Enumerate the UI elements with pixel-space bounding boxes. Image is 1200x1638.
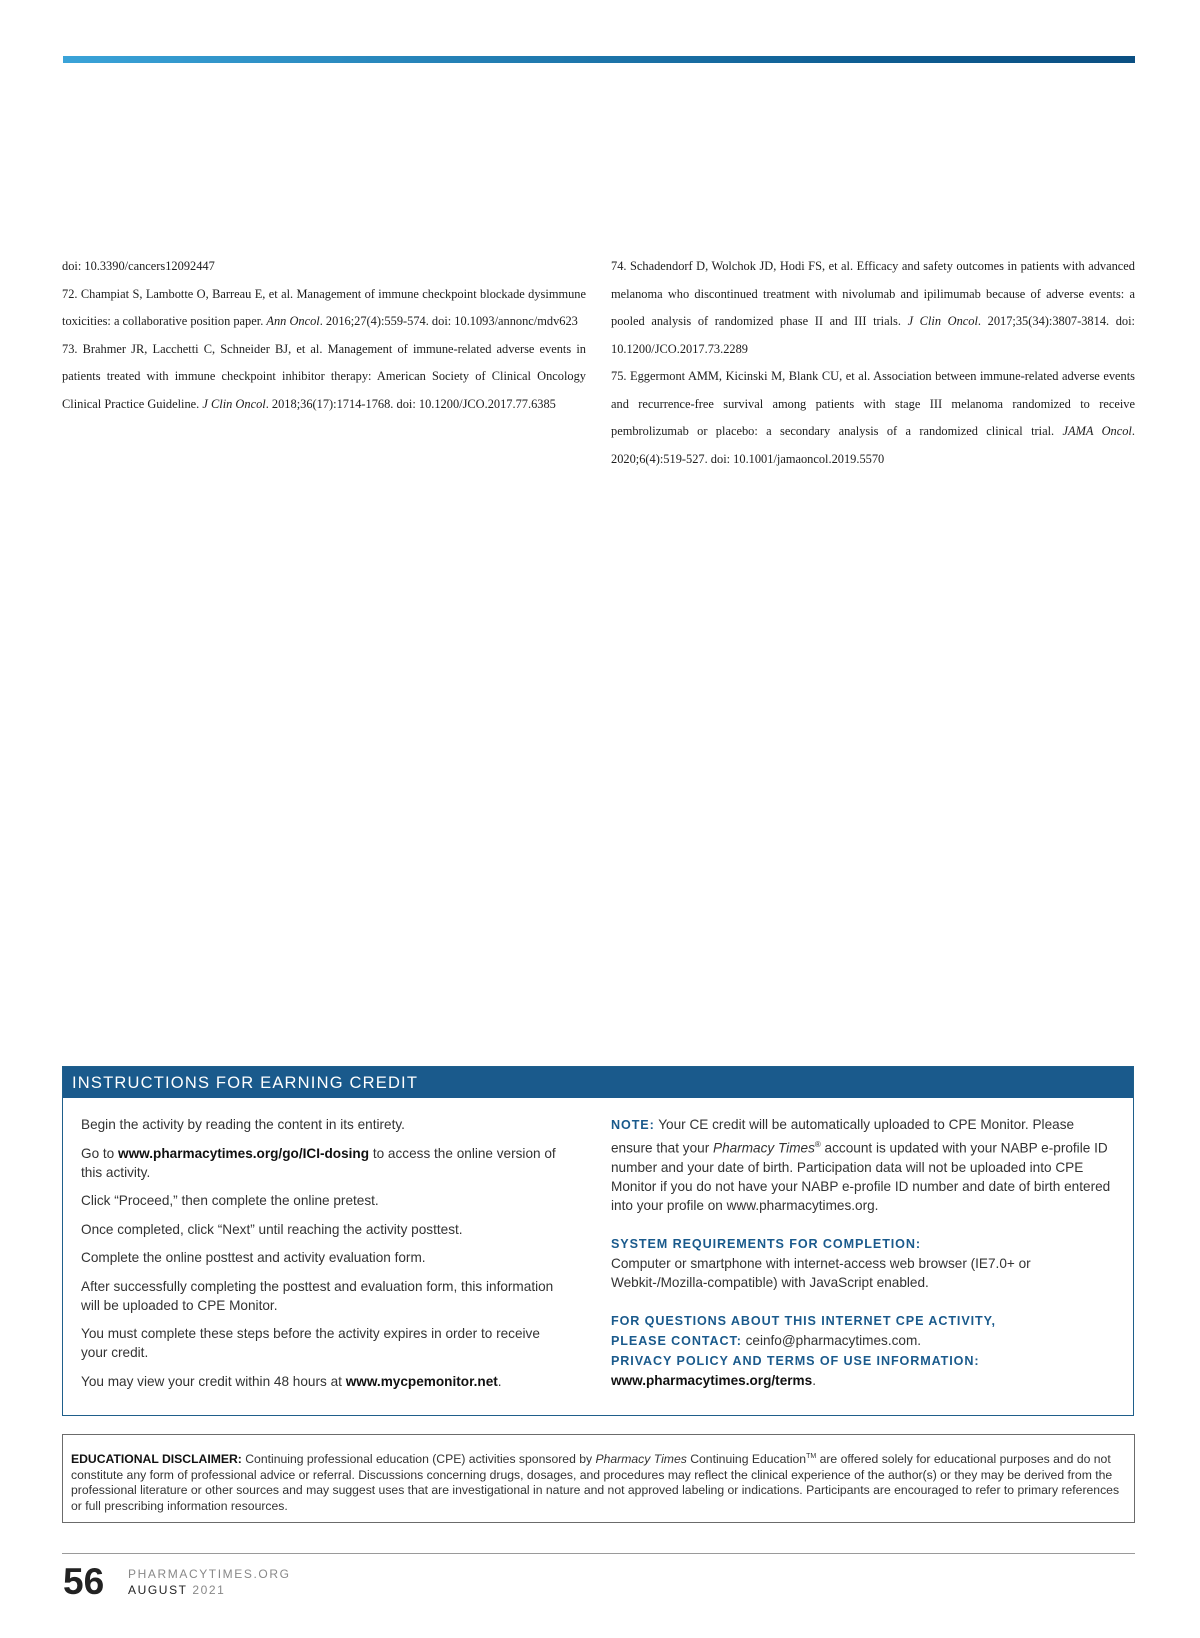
step-8-pre: You may view your credit within 48 hours at bbox=[81, 1373, 346, 1389]
disclaimer-label: EDUCATIONAL DISCLAIMER: bbox=[71, 1452, 242, 1467]
instructions-notes bbox=[611, 1115, 1111, 1390]
reference-74 bbox=[611, 253, 1135, 363]
reference-journal: J Clin Oncol bbox=[907, 314, 978, 328]
activity-link[interactable]: www.pharmacytimes.org/go/ICI-dosing bbox=[118, 1145, 370, 1161]
disclaimer-mid: Continuing Education bbox=[686, 1452, 807, 1467]
reference-72 bbox=[62, 281, 586, 336]
footer-year: 2021 bbox=[192, 1583, 226, 1597]
reference-citation: . 2020;6(4):519-527. doi: 10.1001/jamaoncol.2019.5570 bbox=[611, 424, 1135, 466]
questions-label-line bbox=[611, 1311, 1111, 1331]
step-6: After successfully completing the posttest and evaluation form, this information will be uploaded to CPE Monitor. bbox=[81, 1278, 554, 1313]
reference-authors-title: 72. Champiat S, Lambotte O, Barreau E, et al. Management of immune checkpoint blockade dysimmune toxicities: a collaborative position paper. bbox=[62, 286, 586, 328]
cpe-monitor-link[interactable]: www.mycpemonitor.net bbox=[345, 1373, 498, 1389]
system-requirements-label-line bbox=[611, 1234, 1111, 1254]
educational-disclaimer bbox=[62, 1434, 1135, 1523]
reference-journal: J Clin Oncol bbox=[202, 396, 266, 411]
reference-citation: . 2016;27(4):559-574. doi: 10.1093/annonc/mdv623 bbox=[319, 314, 578, 328]
terms-link[interactable]: www.pharmacytimes.org/terms bbox=[611, 1372, 813, 1388]
reference-authors-title: 75. Eggermont AMM, Kicinski M, Blank CU, et al. Association between immune-related adverse events and recurrence-free survival among patients with stage III melanoma randomized to receive pembrolizumab or placebo: a secondary analysis of a randomized clinical trial. bbox=[611, 369, 1135, 438]
contact-email[interactable]: ceinfo@pharmacytimes.com. bbox=[741, 1332, 922, 1348]
reference-citation: . 2018;36(17):1714-1768. doi: 10.1200/JCO.2017.77.6385 bbox=[265, 396, 556, 411]
instructions-steps bbox=[81, 1115, 561, 1400]
note-brand: Pharmacy Times bbox=[713, 1140, 815, 1156]
note-paragraph bbox=[611, 1115, 1111, 1215]
references-left-column bbox=[62, 253, 586, 418]
step-2-pre: Go to bbox=[81, 1145, 119, 1161]
reference-journal: Ann Oncol bbox=[266, 314, 320, 328]
note-pre: Your CE credit will be automatically uploaded to CPE Monitor. Please ensure that your bbox=[611, 1117, 1075, 1156]
reference-citation: . 2017;35(34):3807-3814. doi: 10.1200/JCO.2017.73.2289 bbox=[611, 314, 1136, 356]
footer-site: PHARMACYTIMES.ORG bbox=[128, 1567, 291, 1581]
step-4: Once completed, click “Next” until reaching the activity posttest. bbox=[81, 1221, 463, 1237]
system-requirements-label: SYSTEM REQUIREMENTS FOR COMPLETION: bbox=[611, 1236, 921, 1251]
privacy-label-line bbox=[611, 1351, 1111, 1371]
reference-authors-title: 74. Schadendorf D, Wolchok JD, Hodi FS, et al. Efficacy and safety outcomes in patients with advanced melanoma who discontinued treatment with nivolumab and ipilimumab because of adverse events: a pooled analysis of randomized phase II and III trials. bbox=[611, 259, 1135, 328]
step-1: Begin the activity by reading the content in its entirety. bbox=[81, 1117, 405, 1132]
reference-73 bbox=[62, 336, 586, 419]
disclaimer-pre: Continuing professional education (CPE) activities sponsored by bbox=[241, 1452, 596, 1467]
privacy-label: PRIVACY POLICY AND TERMS OF USE INFORMATION: bbox=[611, 1353, 980, 1368]
footer-issue-date bbox=[128, 1583, 225, 1597]
reference-journal: JAMA Oncol bbox=[1062, 424, 1132, 438]
instructions-title: INSTRUCTIONS FOR EARNING CREDIT bbox=[63, 1067, 1133, 1098]
step-2 bbox=[81, 1144, 561, 1182]
reference-75 bbox=[611, 363, 1135, 473]
contact-label: PLEASE CONTACT: bbox=[611, 1333, 742, 1348]
terms-line bbox=[611, 1371, 1111, 1390]
terms-post: . bbox=[812, 1372, 816, 1388]
questions-label: FOR QUESTIONS ABOUT THIS INTERNET CPE ACTIVITY, bbox=[611, 1313, 996, 1328]
header-accent-bar bbox=[63, 56, 1135, 63]
footer-divider bbox=[62, 1553, 1135, 1554]
disclaimer-post: are offered solely for educational purposes and do not constitute any form of professional advice or referral. Discussions concerning drugs, dosages, and procedures may reflect the clinical experience of the author(s) or they may be derived from the professional literature or other sources and may suggest uses that are investigational in nature and not approved labeling or indications. Participants are encouraged to refer to primary references or full prescribing information resources. bbox=[71, 1452, 1120, 1513]
system-requirements-text: Computer or smartphone with internet-access web browser (IE7.0+ or Webkit-/Mozilla-compatible) with JavaScript enabled. bbox=[611, 1255, 1031, 1290]
contact-line bbox=[611, 1331, 1111, 1351]
note-post: account is updated with your NABP e-profile ID number and your date of birth. Participation data will not be uploaded into CPE Monitor if you do not have your NABP e-profile ID number and date of birth entered into your profile on www.pharmacytimes.org. bbox=[611, 1140, 1111, 1213]
disclaimer-brand: Pharmacy Times bbox=[595, 1452, 687, 1467]
trademark-mark: TM bbox=[806, 1453, 817, 1460]
step-5: Complete the online posttest and activity evaluation form. bbox=[81, 1250, 426, 1265]
footer-month: AUGUST bbox=[128, 1583, 188, 1597]
reference-text: doi: 10.3390/cancers12092447 bbox=[62, 259, 215, 273]
registered-mark: ® bbox=[814, 1140, 821, 1149]
reference-71-continued bbox=[62, 253, 586, 281]
step-3: Click “Proceed,” then complete the online pretest. bbox=[81, 1193, 379, 1208]
step-8-post: . bbox=[497, 1373, 502, 1389]
step-2-post: to access the online version of this activity. bbox=[81, 1145, 556, 1180]
instructions-box bbox=[62, 1066, 1134, 1416]
step-8 bbox=[81, 1372, 561, 1391]
references-right-column bbox=[611, 253, 1135, 473]
note-label: NOTE: bbox=[611, 1118, 655, 1132]
reference-authors-title: 73. Brahmer JR, Lacchetti C, Schneider BJ, et al. Management of immune-related adverse events in patients treated with immune checkpoint inhibitor therapy: American Society of Clinical Oncology Clinical Practice Guideline. bbox=[62, 341, 586, 411]
page-number: 56 bbox=[63, 1561, 105, 1602]
step-7: You must complete these steps before the activity expires in order to receive your credit. bbox=[81, 1326, 540, 1360]
